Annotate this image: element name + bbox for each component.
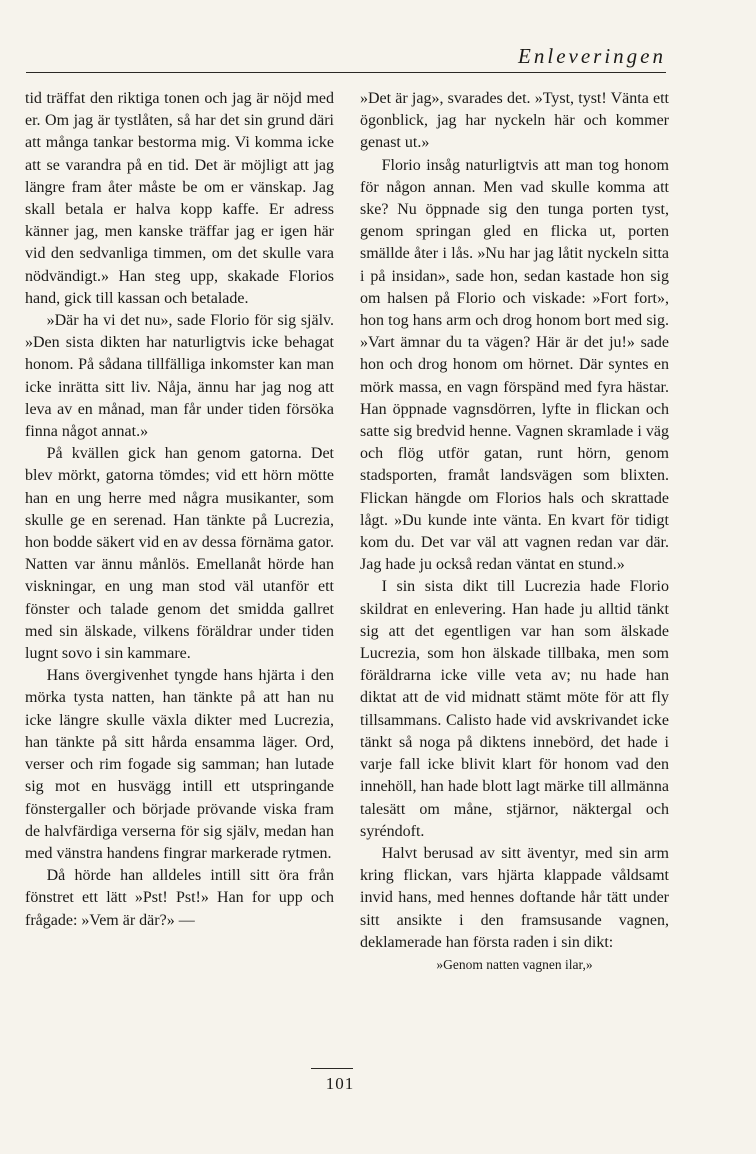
page-number-rule (311, 1068, 353, 1069)
paragraph: Florio insåg naturligtvis att man tog honom för någon annan. Men vad skulle komma att ske? Nu öppnade sig den tunga porten tyst, genom springan gled en flicka ut, porten smällde åter i lås. »Nu har jag låtit nyckeln sitta i på insidan», sade hon, sedan kastade hon sig om halsen på Florio och viskade: »Fort fort», hon tog hans arm och drog honom bort med sig. »Vart ämnar du ta vägen? Här är det ju!» sade hon och drog honom om hörnet. Där syntes en mörk massa, en vagn förspänd med fyra hästar. Han öppnade vagnsdörren, lyfte in flickan och satte sig bredvid henne. Vagnen skramlade i väg och flög utför gatan, runt hörn, genom stadsporten, framåt landsvägen som blixten. Flickan hängde om Florios hals och skrattade lågt. »Du kunde inte vänta. En kvart för tidigt kom du. Det var väl att vagnen redan var där. Jag hade ju också redan väntat en stund.» (360, 156, 669, 574)
paragraph: Halvt berusad av sitt äventyr, med sin arm kring flickan, vars hjärta klappade våldsamt invid hans, med hennes doftande hår tätt under sitt ansikte i den framsusande vagnen, deklamerade han första raden i sin dikt: (360, 844, 669, 951)
paragraph: Hans övergivenhet tyngde hans hjärta i den mörka tysta natten, han tänkte på att han nu icke längre skulle växla dikter med Lucrezia, han tänkte på sitt hårda ensamma läger. Ord, verser och rim fogade sig samman; han lutade sig mot en husvägg intill ett utspringande fönstergaller och började prövande viska fram de halvfärdiga verserna för sig själv, medan han med vänstra handens fingrar markerade rytmen. (25, 667, 334, 862)
paragraph: Då hörde han alldeles intill sitt öra från fönstret ett lätt »Pst! Pst!» Han for upp och frågade: »Vem är där?» — (25, 867, 334, 929)
page-number: 101 (325, 1074, 355, 1093)
paragraph: På kvällen gick han genom gatorna. Det blev mörkt, gatorna tömdes; vid ett hörn mötte han en ung herre med några musikanter, som skulle ge en serenad. Han tänkte på Lucrezia, hon bodde säkert vid en av dessa förnäma gator. Natten var ännu månlös. Emellanåt hörde han viskningar, en ung man stod väl utanför ett fönster och talade genom det smidda gallret med sin älskade, vilkens föräldrar under tiden lugnt sovo i sin kammare. (25, 445, 334, 663)
paragraph: »Där ha vi det nu», sade Florio för sig själv. »Den sista dikten har naturligtvis icke behagat honom. På sådana tillfälliga inkomster kan man icke inrätta sitt liv. Nåja, ännu har jag nog att leva av en månad, man får under tiden försöka finna något annat.» (25, 312, 334, 441)
running-title: Enleveringen (518, 44, 666, 68)
paragraph: »Det är jag», svarades det. »Tyst, tyst! Vänta ett ögonblick, jag har nyckeln här och kommer genast ut.» (360, 90, 669, 152)
header-rule (26, 72, 666, 73)
left-column (25, 88, 334, 932)
verse-line: »Genom natten vagnen ilar,» (436, 956, 593, 972)
paragraph: tid träffat den riktiga tonen och jag är nöjd med er. Om jag är tystlåten, så har det sin grund däri att många tankar bestorma mig. Vi komma icke att se varandra på en tid. Det är möjligt att jag längre fram åter måste be om er vänskap. Jag skall betala er halva kopp kaffe. Er adress känner jag, men kanske träffar jag er igen här vid den sedvanliga timmen, om det skulle vara nödvändigt.» Han steg upp, skakade Florios hand, gick till kassan och betalade. (25, 90, 334, 307)
right-column (360, 88, 669, 976)
paragraph: I sin sista dikt till Lucrezia hade Florio skildrat en enlevering. Han hade ju alltid tänkt sig att det egentligen var han som älskade Lucrezia, som hon älskade tillbaka, men som föräldrarna icke ville veta av; nu hade han diktat att de vid midnatt stämt möte för att fly tillsammans. Calisto hade vid avskrivandet icke tänkt så noga på diktens innebörd, det hade i varje fall icke blivit klart för honom vad den innehöll, han hade blott lagt märke till allmänna talesätt om måne, stjärnor, näktergal och syréndoft. (360, 578, 669, 840)
